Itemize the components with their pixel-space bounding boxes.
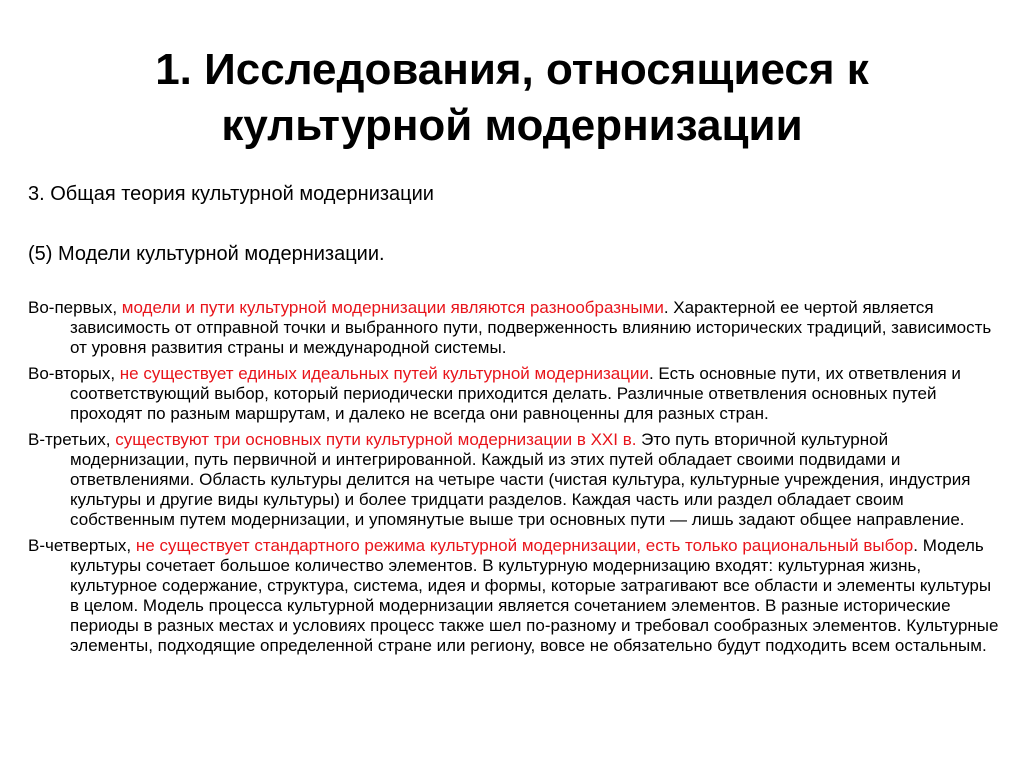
title-line-1: 1. Исследования, относящиеся к: [155, 45, 869, 94]
paragraph-lead: Во-вторых,: [28, 364, 120, 383]
paragraph-rest: . Есть основные пути, их ответвления и соответствующий выбор, который периодически приходится делать. Различные ответвления основных путей проходят по разным маршрутам, и далеко не всегда они равноценны для разных стран.: [70, 364, 961, 423]
paragraph-lead: Во-первых,: [28, 298, 122, 317]
paragraph-rest: . Модель культуры сочетает большое количество элементов. В культурную модернизацию входят: культурная жизнь, культурное содержание, структура, система, идея и формы, которые затрагивают все области и элементы культуры в целом. Модель процесса культурной модернизации является сочетанием элементов. В разные исторические периоды в разных местах и условиях процесс также шел по-разному и требовал сообразных элементов. Культурные элементы, подходящие определенной стране или региону, вовсе не обязательно будут подходить всем остальным.: [70, 536, 999, 655]
slide-title: [40, 42, 984, 154]
paragraph-third: [28, 430, 1003, 530]
paragraph-rest: Это путь вторичной культурной модернизации, путь первичной и интегрированной. Каждый из этих путей обладает своими подвидами и ответвлениями. Область культуры делится на четыре части (чистая культура, культурные учреждения, индустрия культуры и другие виды культуры) и более тридцати разделов. Каждая часть или раздел обладает своим собственным путем модернизации, и упомянутые выше три основных пути — лишь задают общее направление.: [70, 430, 971, 529]
paragraph-lead: В-четвертых,: [28, 536, 136, 555]
paragraph-highlight: существуют три основных пути культурной модернизации в XXI в.: [115, 430, 637, 449]
title-line-2: культурной модернизации: [221, 101, 803, 150]
subheading: 3. Общая теория культурной модернизации: [28, 183, 434, 205]
paragraph-rest: . Характерной ее чертой является зависимость от отправной точки и выбранного пути, подверженность влиянию исторических традиций, зависимость от уровня развития страны и международной системы.: [70, 298, 992, 357]
paragraph-first: [28, 298, 1003, 358]
paragraph-lead: В-третьих,: [28, 430, 116, 449]
paragraph-fourth: [28, 536, 1003, 656]
section-heading: (5) Модели культурной модернизации.: [28, 243, 385, 265]
paragraph-highlight: не существует единых идеальных путей культурной модернизации: [119, 364, 649, 383]
body-text: [28, 298, 1003, 662]
paragraph-highlight: модели и пути культурной модернизации являются разнообразными: [121, 298, 664, 317]
paragraph-second: [28, 364, 1003, 424]
paragraph-highlight: не существует стандартного режима культурной модернизации, есть только рациональный выбор: [135, 536, 914, 555]
